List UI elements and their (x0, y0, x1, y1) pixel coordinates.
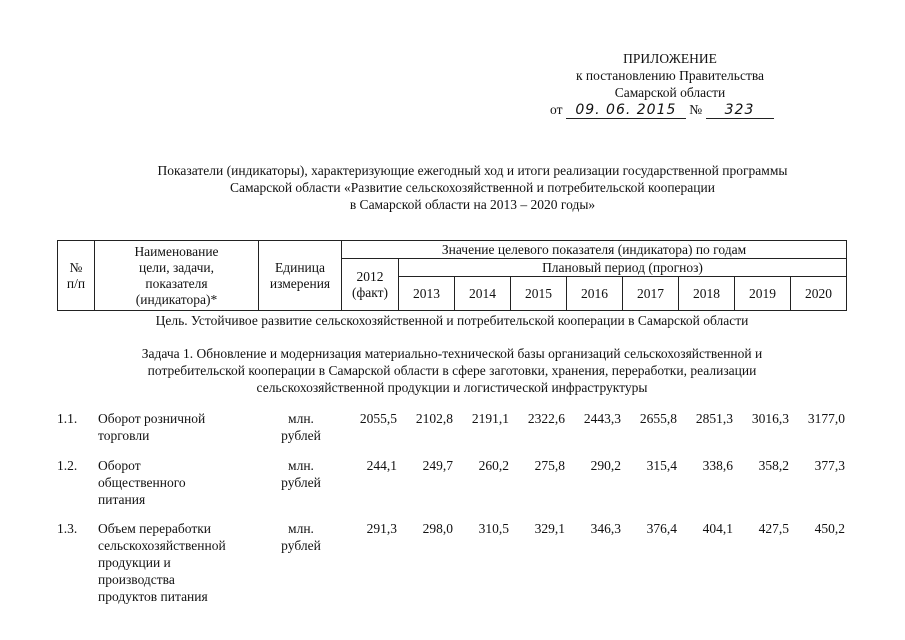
value-2020: 377,3 (814, 458, 845, 473)
header-year: 2017 (623, 277, 679, 311)
indicator-name-line: Оборот розничной (98, 411, 206, 426)
indicator-name-line: питания (98, 492, 146, 507)
document-title-line-3: в Самарской области на 2013 – 2020 годы» (349, 197, 596, 212)
indicator-name-line: сельскохозяйственной (98, 538, 226, 553)
value-2013: 298,0 (422, 521, 453, 536)
row-number: 1.2. (57, 458, 78, 473)
indicator-name (98, 520, 258, 605)
indicator-name-line: производства (98, 572, 175, 587)
table-header (57, 240, 847, 311)
number-prefix: № (689, 102, 703, 117)
value-2020: 450,2 (814, 521, 845, 536)
value-2020: 3177,0 (807, 411, 845, 426)
value-2013: 2102,8 (415, 411, 453, 426)
header-values-title: Значение целевого показателя (индикатора) по годам (342, 241, 847, 259)
indicator-name-line: продуктов питания (98, 589, 208, 604)
indicator-name-line: торговли (98, 428, 150, 443)
value-2014: 310,5 (478, 521, 509, 536)
appendix-signature-line (520, 101, 820, 119)
date-prefix: от (550, 102, 563, 117)
value-2019: 3016,3 (751, 411, 789, 426)
header-number-l2: п/п (66, 275, 86, 291)
value-2019: 427,5 (758, 521, 789, 536)
header-year: 2014 (455, 277, 511, 311)
value-2019: 358,2 (758, 458, 789, 473)
unit (262, 520, 340, 554)
header-name-cell (95, 241, 259, 311)
header-name-l2: цели, задачи, (139, 259, 214, 275)
value-2016: 346,3 (590, 521, 621, 536)
row-number: 1.3. (57, 521, 78, 536)
unit-line: рублей (281, 538, 321, 553)
handwritten-number: 323 (706, 103, 774, 119)
task-line-3: сельскохозяйственной продукции и логистической инфраструктуры (256, 380, 648, 395)
header-unit-l2: измерения (269, 275, 331, 291)
value-2016: 2443,3 (583, 411, 621, 426)
header-year: 2015 (511, 277, 567, 311)
task-line-2: потребительской кооперации в Самарской области в сфере заготовки, хранения, переработки, реализации (147, 363, 757, 378)
appendix-line-1: к постановлению Правительства (575, 68, 765, 83)
header-fact-label: (факт) (351, 284, 388, 300)
value-2013: 249,7 (422, 458, 453, 473)
value-2018: 2851,3 (695, 411, 733, 426)
indicator-name-line: Оборот (98, 458, 141, 473)
value-2015: 275,8 (534, 458, 565, 473)
goal-heading: Цель. Устойчивое развитие сельскохозяйственной и потребительской кооперации в Самарской области (155, 313, 749, 328)
header-unit-cell (259, 241, 342, 311)
value-2014: 2191,1 (471, 411, 509, 426)
value-2014: 260,2 (478, 458, 509, 473)
value-2015: 329,1 (534, 521, 565, 536)
value-2018: 404,1 (702, 521, 733, 536)
document-title-line-1: Показатели (индикаторы), характеризующие ежегодный ход и итоги реализации государственной программы (157, 163, 788, 178)
value-2017: 315,4 (646, 458, 677, 473)
unit-line: млн. (288, 411, 314, 426)
value-2017: 376,4 (646, 521, 677, 536)
header-unit-l1: Единица (274, 259, 325, 275)
value-2016: 290,2 (590, 458, 621, 473)
appendix-line-2: Самарской области (614, 85, 726, 100)
value-2018: 338,6 (702, 458, 733, 473)
header-name-l4: (индикатора)* (135, 291, 218, 307)
header-planned-title: Плановый период (прогноз) (399, 259, 847, 277)
value-2012: 244,1 (366, 458, 397, 473)
indicator-name (98, 410, 258, 444)
header-year: 2018 (679, 277, 735, 311)
indicator-name-line: Объем переработки (98, 521, 211, 536)
document-title-line-2: Самарской области «Развитие сельскохозяйственной и потребительской кооперации (230, 180, 715, 195)
header-fact-year: 2012 (356, 268, 384, 284)
header-year: 2013 (399, 277, 455, 311)
header-number-l1: № (69, 259, 83, 275)
header-year: 2019 (735, 277, 791, 311)
value-2015: 2322,6 (527, 411, 565, 426)
header-name-l3: показателя (145, 275, 208, 291)
document-title (90, 162, 855, 213)
value-2017: 2655,8 (639, 411, 677, 426)
indicator-name-line: продукции и (98, 555, 171, 570)
appendix-title: ПРИЛОЖЕНИЕ (623, 51, 717, 66)
row-number: 1.1. (57, 411, 78, 426)
indicator-name (98, 457, 258, 508)
unit (262, 457, 340, 491)
appendix-block (520, 50, 820, 119)
unit-line: рублей (281, 428, 321, 443)
header-year: 2020 (791, 277, 847, 311)
header-fact-cell (342, 259, 399, 311)
indicator-name-line: общественного (98, 475, 186, 490)
unit-line: млн. (288, 521, 314, 536)
header-number-cell (58, 241, 95, 311)
header-year: 2016 (567, 277, 623, 311)
value-2012: 2055,5 (359, 411, 397, 426)
header-name-l1: Наименование (134, 243, 219, 259)
task-heading (57, 345, 847, 396)
task-line-1: Задача 1. Обновление и модернизация материально-технической базы организаций сельскохозяйственной и (141, 346, 763, 361)
unit-line: млн. (288, 458, 314, 473)
value-2012: 291,3 (366, 521, 397, 536)
handwritten-date: 09. 06. 2015 (566, 103, 686, 119)
unit-line: рублей (281, 475, 321, 490)
unit (262, 410, 340, 444)
